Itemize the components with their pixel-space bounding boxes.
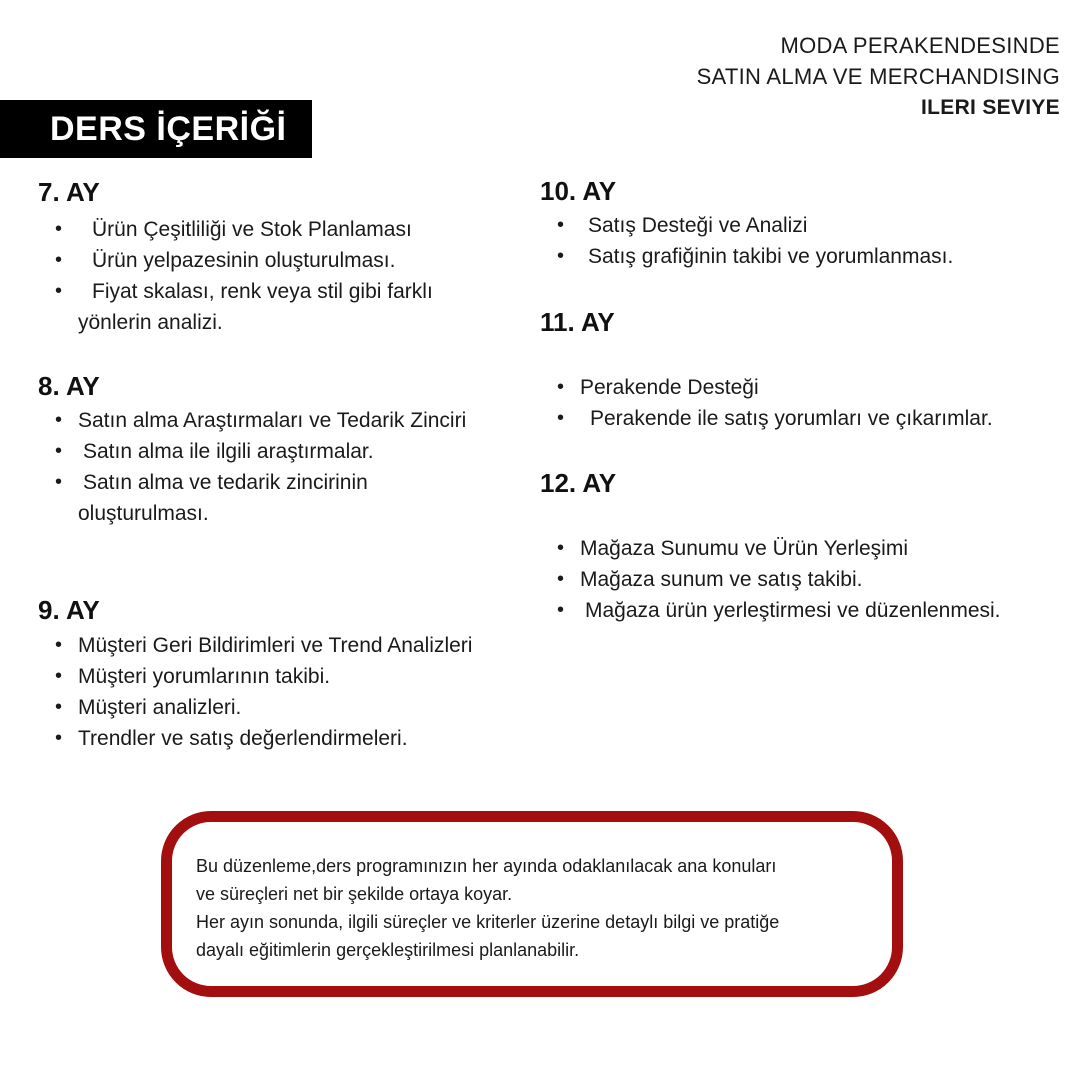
month-10-heading: 10. AY: [540, 176, 617, 206]
month-12-item: • Mağaza ürün yerleştirmesi ve düzenlenmesi.: [540, 595, 1040, 626]
month-7-heading: 7. AY: [38, 177, 100, 207]
page-title: DERS İÇERİĞİ: [0, 100, 312, 158]
month-10-item: • Satış Desteği ve Analizi: [540, 210, 1040, 241]
course-header-line1: MODA PERAKENDESINDE: [780, 33, 1060, 58]
course-header-line2: SATIN ALMA VE MERCHANDISING: [696, 64, 1060, 89]
month-12-section: [540, 467, 1040, 626]
month-10-section: [540, 175, 1040, 272]
month-7-item: • Ürün yelpazesinin oluşturulması.: [38, 245, 538, 276]
month-9-section: [38, 594, 538, 754]
month-12-item: • Mağaza sunum ve satış takibi.: [540, 564, 1040, 595]
month-8-item: • Satın alma ve tedarik zincirinin: [38, 467, 538, 498]
month-8-item-continued: oluşturulması.: [78, 502, 209, 525]
month-8-item: • Satın alma Araştırmaları ve Tedarik Zinciri: [38, 405, 538, 436]
month-12-item: • Mağaza Sunumu ve Ürün Yerleşimi: [540, 533, 1040, 564]
month-11-item: • Perakende Desteği: [540, 372, 1040, 403]
info-note-line: dayalı eğitimlerin gerçekleştirilmesi planlanabilir.: [196, 940, 580, 960]
month-9-item: • Müşteri analizleri.: [38, 692, 538, 723]
info-note-line: Her ayın sonunda, ilgili süreçler ve kriterler üzerine detaylı bilgi ve pratiğe: [196, 912, 780, 932]
month-11-item: • Perakende ile satış yorumları ve çıkarımlar.: [540, 403, 1040, 434]
month-11-heading: 11. AY: [540, 307, 615, 337]
month-9-item: • Müşteri yorumlarının takibi.: [38, 661, 538, 692]
month-9-heading: 9. AY: [38, 595, 100, 625]
course-header: [697, 30, 1060, 123]
month-12-heading: 12. AY: [540, 468, 617, 498]
course-level: ILERI SEVIYE: [921, 96, 1060, 119]
month-8-section: [38, 370, 538, 529]
month-8-heading: 8. AY: [38, 371, 100, 401]
month-7-item-continued: yönlerin analizi.: [78, 311, 223, 334]
month-9-item: • Müşteri Geri Bildirimleri ve Trend Analizleri: [38, 630, 538, 661]
info-note-line: ve süreçleri net bir şekilde ortaya koyar.: [196, 884, 513, 904]
month-7-item: • Ürün Çeşitliliği ve Stok Planlaması: [38, 214, 538, 245]
month-10-item: • Satış grafiğinin takibi ve yorumlanması.: [540, 241, 1040, 272]
month-9-item: • Trendler ve satış değerlendirmeleri.: [38, 723, 538, 754]
month-11-section: [540, 306, 1040, 434]
info-note-line: Bu düzenleme,ders programınızın her ayında odaklanılacak ana konuları: [196, 856, 777, 876]
info-note-box: [161, 811, 903, 997]
month-7-item: • Fiyat skalası, renk veya stil gibi farklı: [38, 276, 538, 307]
month-7-section: [38, 176, 538, 338]
month-8-item: • Satın alma ile ilgili araştırmalar.: [38, 436, 538, 467]
